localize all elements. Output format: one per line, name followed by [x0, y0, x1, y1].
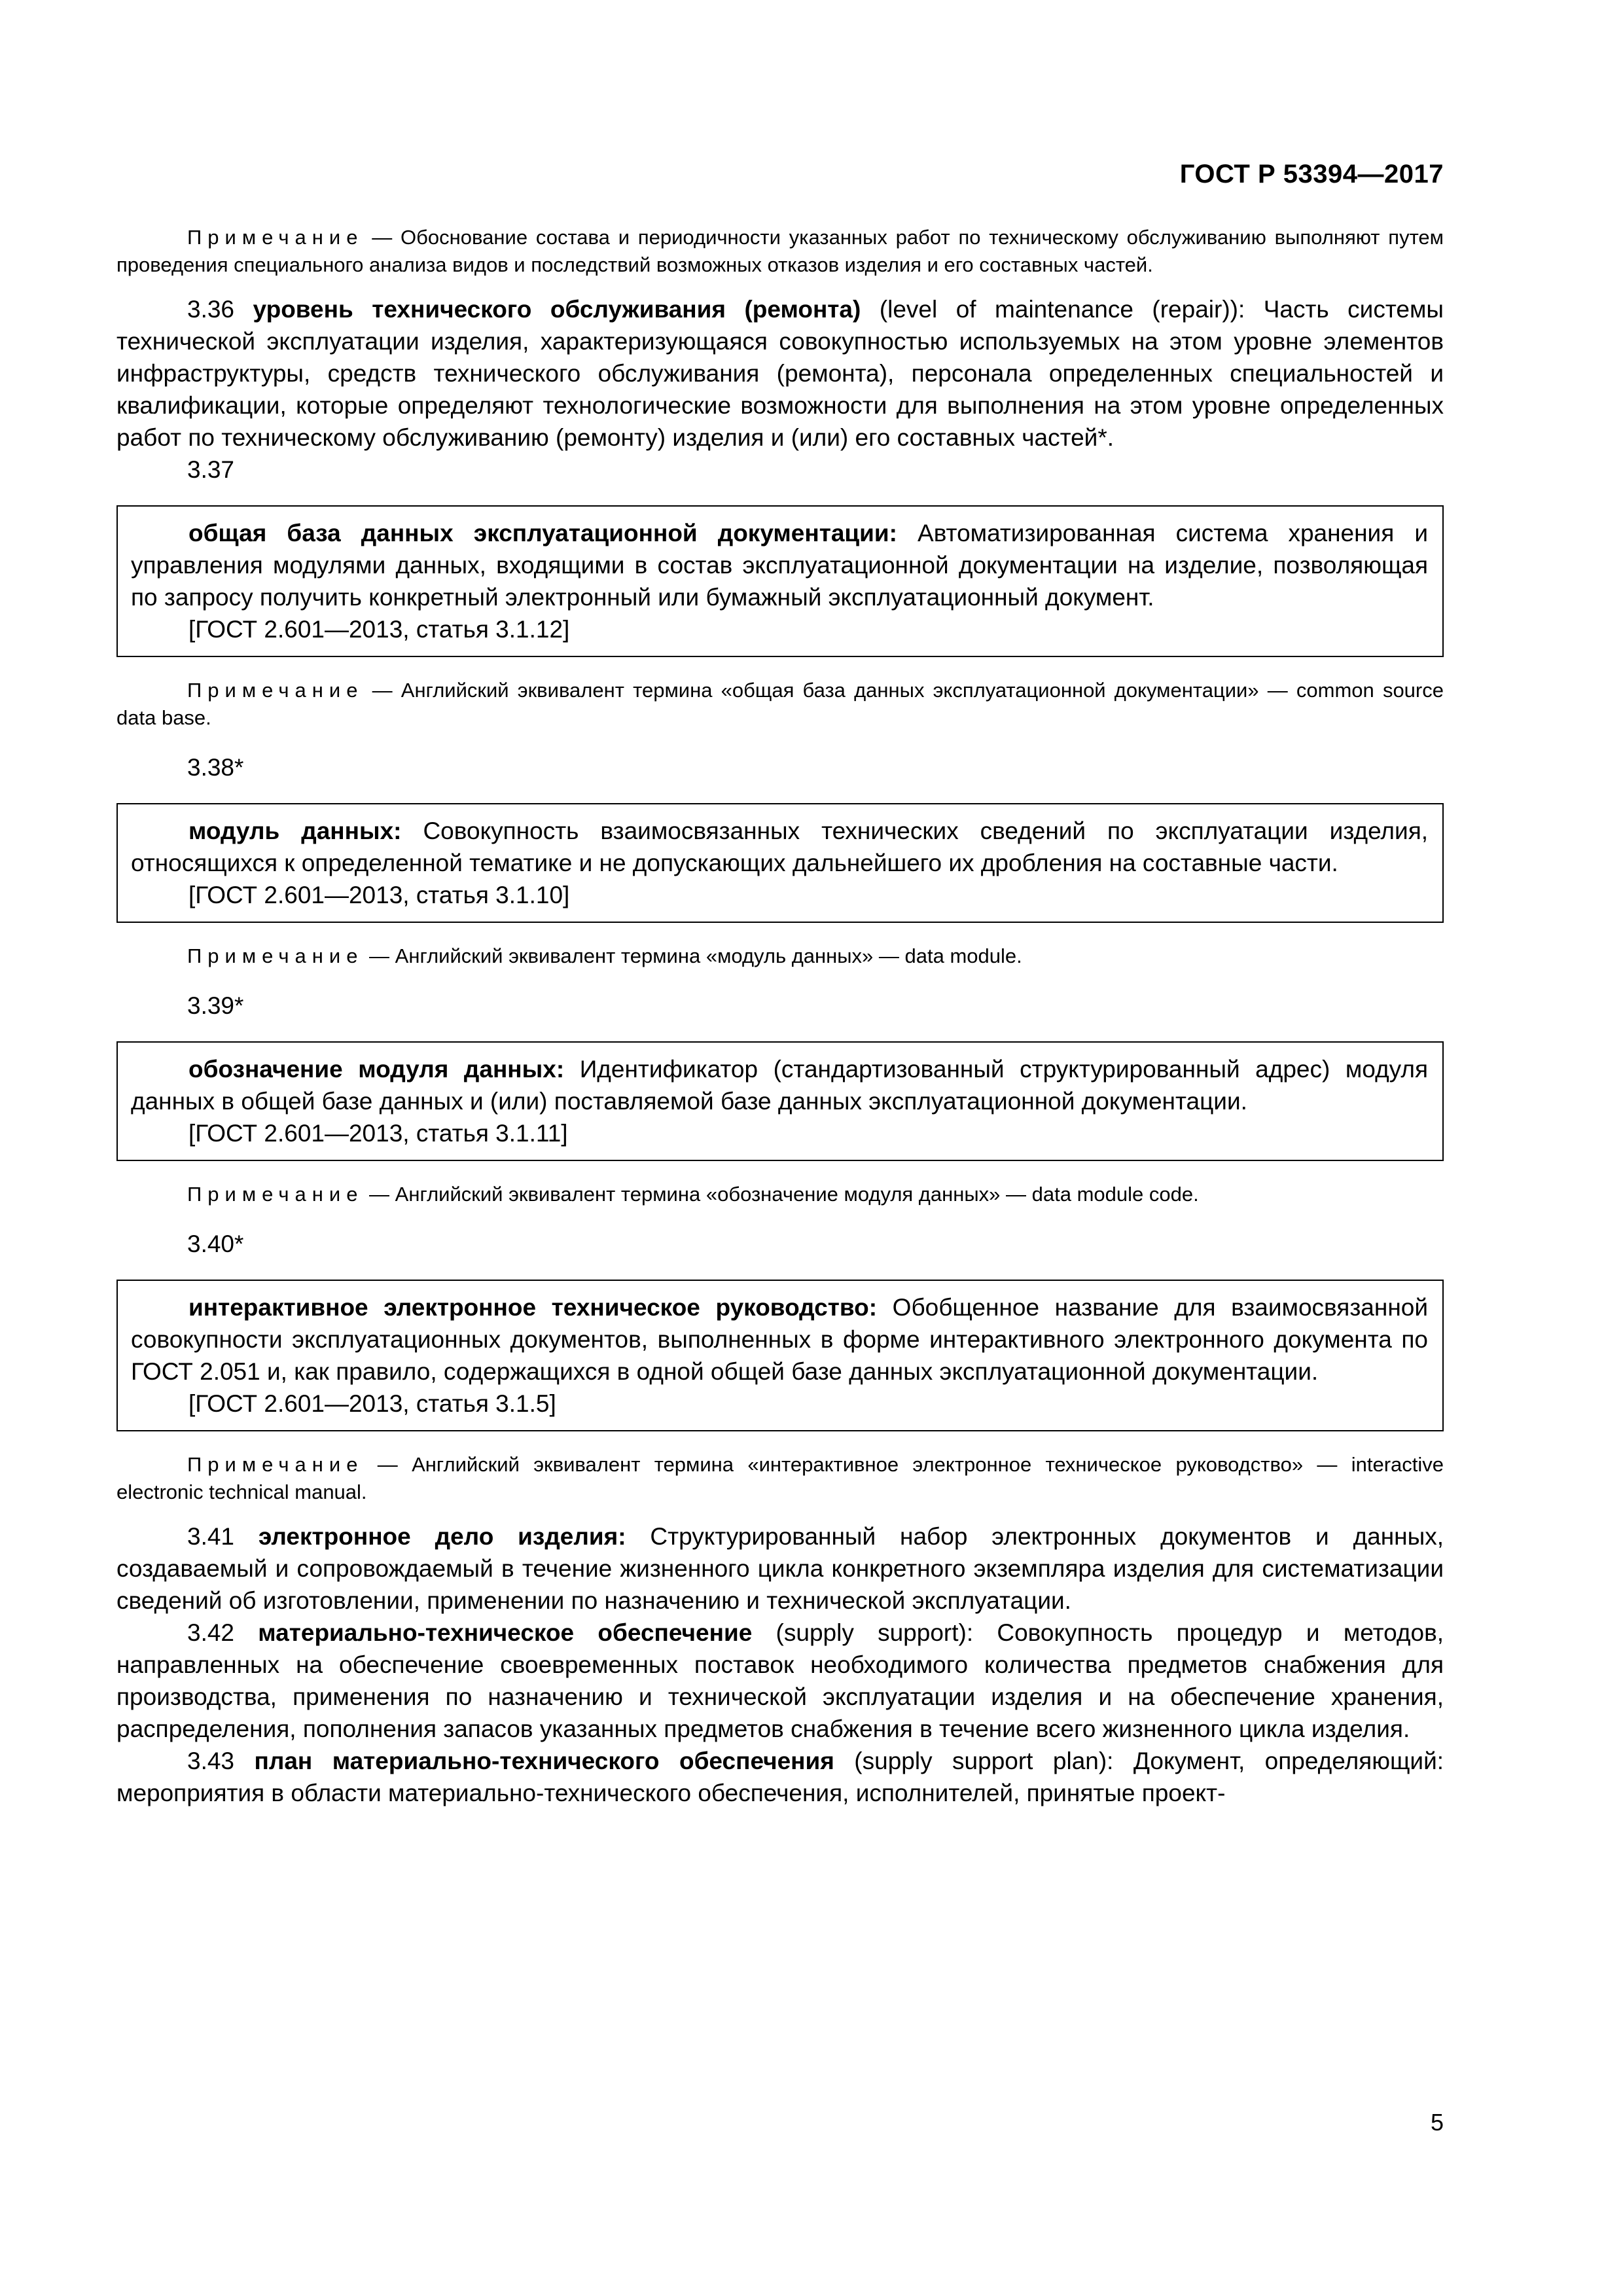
term-title: модуль данных:: [188, 817, 402, 844]
term-title: уровень технического обслуживания (ремонта): [253, 296, 861, 323]
term-number-3-37: 3.37: [187, 456, 235, 483]
term-title: обозначение модуля данных:: [188, 1056, 565, 1083]
term-number-3-38: 3.38*: [187, 754, 244, 781]
term-number: 3.43: [187, 1748, 255, 1774]
term-3-37: [131, 517, 1428, 613]
note-3-37: [116, 677, 1444, 732]
term-3-43: [116, 1745, 1444, 1809]
note-3-35: [116, 224, 1444, 279]
term-definition: Идентификатор (стандартизованный структурированный адрес) модуля данных в общей базе данных и (или) поставляемой базе данных эксплуатационной документации.: [131, 1056, 1428, 1115]
document-header: ГОСТ Р 53394—2017: [1179, 160, 1444, 188]
note-3-39: [116, 1181, 1444, 1208]
page-content: [116, 224, 1444, 1809]
term-box-3-39: [116, 1041, 1444, 1161]
term-number: 3.42: [187, 1619, 259, 1646]
term-definition: Структурированный набор электронных документов и данных, создаваемый и сопровождаемый в течение жизненного цикла конкретного экземпляра изделия для систематизации сведений об изготовлении, применении по назначению и технической эксплуатации.: [116, 1523, 1444, 1614]
term-3-36: [116, 293, 1444, 454]
note-label: Примечание: [187, 679, 364, 702]
term-title: материально-техническое обеспечение: [258, 1619, 753, 1646]
term-number: 3.36: [187, 296, 253, 323]
note-text: — Английский эквивалент термина «общая база данных эксплуатационной документации» — common source data base.: [116, 679, 1444, 729]
term-3-39: [131, 1053, 1428, 1117]
note-3-40: [116, 1451, 1444, 1506]
note-text: — Английский эквивалент термина «интерактивное электронное техническое руководство» — interactive electronic technical manual.: [116, 1453, 1444, 1503]
note-text: — Английский эквивалент термина «модуль данных» — data module.: [363, 944, 1022, 967]
note-3-38: [116, 942, 1444, 970]
term-reference: [ГОСТ 2.601—2013, статья 3.1.11]: [188, 1120, 568, 1147]
term-title: интерактивное электронное техническое руководство:: [188, 1294, 878, 1321]
term-title: общая база данных эксплуатационной документации:: [188, 520, 897, 547]
term-reference: [ГОСТ 2.601—2013, статья 3.1.5]: [188, 1390, 556, 1417]
term-number: 3.41: [187, 1523, 259, 1550]
note-text: — Обоснование состава и периодичности указанных работ по техническому обслуживанию выполняют путем проведения специального анализа видов и последствий возможных отказов изделия и его составных частей.: [116, 226, 1444, 276]
term-title: электронное дело изделия:: [258, 1523, 626, 1550]
term-definition: (supply support): Совокупность процедур и методов, направленных на обеспечение своевременных поставок необходимого количества предметов снабжения для производства, применения по назначению и технической эксплуатации изделия и на обеспечение хранения, распределения, пополнения запасов указанных предметов снабжения в течение всего жизненного цикла изделия.: [116, 1619, 1444, 1742]
term-number-3-40: 3.40*: [187, 1230, 244, 1257]
note-text: — Английский эквивалент термина «обозначение модуля данных» — data module code.: [363, 1183, 1199, 1206]
note-label: Примечание: [187, 1453, 364, 1476]
term-box-3-37: [116, 505, 1444, 657]
term-reference: [ГОСТ 2.601—2013, статья 3.1.10]: [188, 882, 570, 908]
term-definition: Автоматизированная система хранения и управления модулями данных, входящими в состав эксплуатационной документации на изделие, позволяющая по запросу получить конкретный электронный или бумажный эксплуатационный документ.: [131, 520, 1428, 611]
term-number-3-39: 3.39*: [187, 992, 244, 1019]
term-box-3-38: [116, 803, 1444, 923]
term-3-42: [116, 1617, 1444, 1745]
term-title: план материально-технического обеспечения: [254, 1748, 834, 1774]
term-3-38: [131, 815, 1428, 879]
term-3-40: [131, 1291, 1428, 1388]
note-label: Примечание: [187, 1183, 364, 1206]
term-box-3-40: [116, 1280, 1444, 1431]
term-definition: (supply support plan): Документ, определяющий: мероприятия в области материально-технического обеспечения, исполнителей, принятые проект-: [116, 1748, 1444, 1806]
term-reference: [ГОСТ 2.601—2013, статья 3.1.12]: [188, 616, 570, 643]
note-label: Примечание: [187, 944, 364, 967]
term-definition: (level of maintenance (repair)): Часть системы технической эксплуатации изделия, характеризующаяся совокупностью используемых на этом уровне элементов инфраструктуры, средств технического обслуживания (ремонта), персонала определенных специальностей и квалификации, которые определяют технологические возможности для выполнения на этом уровне определенных работ по техническому обслуживанию (ремонту) изделия и (или) его составных частей*.: [116, 296, 1444, 451]
note-label: Примечание: [187, 226, 364, 249]
term-definition: Обобщенное название для взаимосвязанной совокупности эксплуатационных документов, выполненных в форме интерактивного электронного документа по ГОСТ 2.051 и, как правило, содержащихся в одной общей базе данных эксплуатационной документации.: [131, 1294, 1428, 1385]
term-3-41: [116, 1520, 1444, 1617]
page-number: 5: [1430, 2109, 1444, 2136]
term-definition: Совокупность взаимосвязанных технических сведений по эксплуатации изделия, относящихся к определенной тематике и не допускающих дальнейшего их дробления на составные части.: [131, 817, 1429, 876]
